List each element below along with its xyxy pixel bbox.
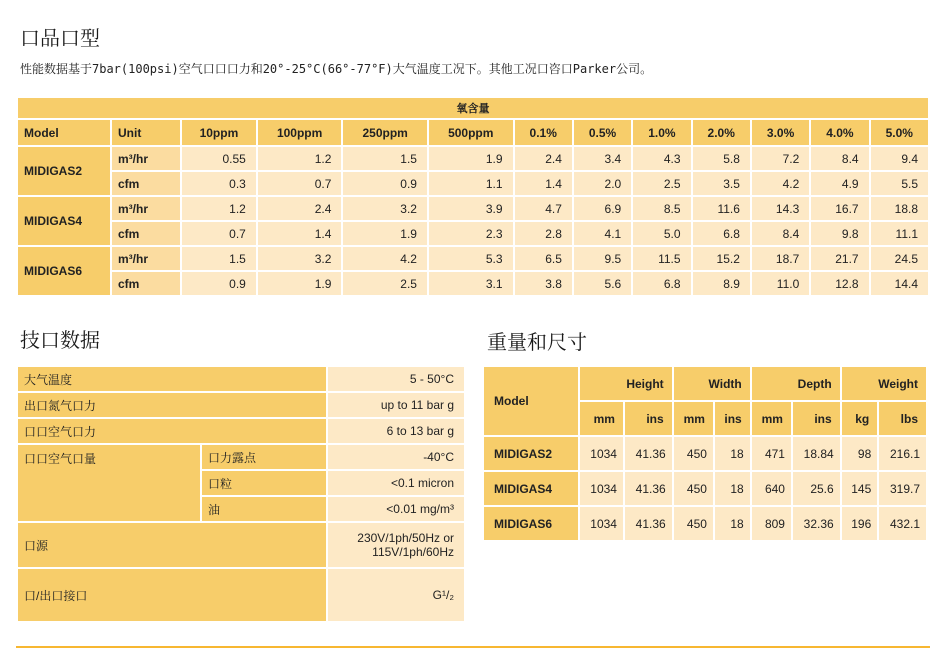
dimension-value-cell: 145 <box>842 472 878 505</box>
dew-point-label: 口力露点 <box>202 445 326 469</box>
dimension-value-cell: 25.6 <box>793 472 840 505</box>
flow-rate-table <box>16 96 930 297</box>
flow-value-cell: 2.4 <box>258 197 342 220</box>
dimension-value-cell: 319.7 <box>879 472 926 505</box>
flow-value-cell: 14.3 <box>752 197 809 220</box>
ports-value: G¹/₂ <box>328 569 464 621</box>
flow-value-cell: 1.5 <box>182 247 256 270</box>
flow-value-cell: 14.4 <box>871 272 928 295</box>
section-title-tech: 技口数据 <box>20 328 100 352</box>
flow-value-cell: 2.3 <box>429 222 513 245</box>
col-header: 4.0% <box>811 120 868 145</box>
col-header: Model <box>18 120 110 145</box>
section-title-weight: 重量和尺寸 <box>487 330 587 354</box>
dimension-value-cell: 809 <box>752 507 791 540</box>
col-header-height: Height <box>580 367 672 400</box>
flow-value-cell: 11.5 <box>633 247 690 270</box>
dimension-value-cell: 1034 <box>580 507 623 540</box>
flow-value-cell: 18.8 <box>871 197 928 220</box>
ambient-temp-label: 大气温度 <box>18 367 326 391</box>
flow-value-cell: 8.5 <box>633 197 690 220</box>
unit-header: ins <box>793 402 840 435</box>
unit-header: mm <box>752 402 791 435</box>
flow-value-cell: 3.8 <box>515 272 572 295</box>
power-value-line2: 115V/1ph/60Hz <box>372 545 454 559</box>
dimension-value-cell: 196 <box>842 507 878 540</box>
col-header: Unit <box>112 120 180 145</box>
dimension-value-cell: 41.36 <box>625 507 672 540</box>
flow-value-cell: 3.1 <box>429 272 513 295</box>
unit-header: ins <box>715 402 750 435</box>
flow-value-cell: 1.9 <box>429 147 513 170</box>
power-value-line1: 230V/1ph/50Hz or <box>357 531 454 545</box>
table-row <box>18 367 464 391</box>
flow-value-cell: 18.7 <box>752 247 809 270</box>
unit-header: mm <box>580 402 623 435</box>
particle-value: <0.1 micron <box>328 471 464 495</box>
flow-value-cell: 2.4 <box>515 147 572 170</box>
dimension-value-cell: 1034 <box>580 437 623 470</box>
flow-value-cell: 0.9 <box>182 272 256 295</box>
flow-value-cell: 6.8 <box>693 222 750 245</box>
dimension-value-cell: 471 <box>752 437 791 470</box>
dimension-value-cell: 18 <box>715 437 750 470</box>
flow-column-headers <box>18 120 928 145</box>
weight-dimensions-table <box>482 365 928 542</box>
footer-rule <box>16 646 930 648</box>
unit-header: ins <box>625 402 672 435</box>
unit-header: kg <box>842 402 878 435</box>
col-header-depth: Depth <box>752 367 840 400</box>
flow-value-cell: 2.5 <box>343 272 427 295</box>
flow-value-cell: 9.5 <box>574 247 631 270</box>
ports-label: 口/出口接口 <box>18 569 326 621</box>
dimension-value-cell: 450 <box>674 437 713 470</box>
flow-value-cell: 5.8 <box>693 147 750 170</box>
table-row <box>18 247 928 270</box>
col-header: 10ppm <box>182 120 256 145</box>
col-header-model: Model <box>484 367 578 435</box>
flow-value-cell: 0.7 <box>182 222 256 245</box>
flow-value-cell: 1.9 <box>343 222 427 245</box>
model-name: MIDIGAS6 <box>18 247 110 295</box>
col-header: 500ppm <box>429 120 513 145</box>
flow-value-cell: 0.7 <box>258 172 342 195</box>
flow-value-cell: 1.9 <box>258 272 342 295</box>
table-row <box>18 172 928 195</box>
flow-value-cell: 6.9 <box>574 197 631 220</box>
table-row <box>484 507 926 540</box>
flow-value-cell: 5.3 <box>429 247 513 270</box>
ambient-temp-value: 5 - 50°C <box>328 367 464 391</box>
flow-value-cell: 24.5 <box>871 247 928 270</box>
unit-label: cfm <box>112 172 180 195</box>
col-header: 5.0% <box>871 120 928 145</box>
dimension-value-cell: 450 <box>674 507 713 540</box>
dimension-value-cell: 450 <box>674 472 713 505</box>
section-title-flow: 口品口型 <box>20 26 100 50</box>
model-name: MIDIGAS2 <box>484 437 578 470</box>
flow-value-cell: 16.7 <box>811 197 868 220</box>
flow-value-cell: 4.3 <box>633 147 690 170</box>
col-header: 250ppm <box>343 120 427 145</box>
dew-point-value: -40°C <box>328 445 464 469</box>
col-header: 2.0% <box>693 120 750 145</box>
outlet-pressure-label: 出口氮气口力 <box>18 393 326 417</box>
power-label: 口源 <box>18 523 326 567</box>
unit-label: cfm <box>112 222 180 245</box>
flow-value-cell: 12.8 <box>811 272 868 295</box>
dimension-value-cell: 98 <box>842 437 878 470</box>
flow-value-cell: 2.5 <box>633 172 690 195</box>
unit-header: lbs <box>879 402 926 435</box>
dimension-value-cell: 41.36 <box>625 437 672 470</box>
flow-value-cell: 2.8 <box>515 222 572 245</box>
dimension-value-cell: 640 <box>752 472 791 505</box>
unit-label: cfm <box>112 272 180 295</box>
tech-data-table <box>16 365 466 623</box>
col-header: 1.0% <box>633 120 690 145</box>
col-header: 0.5% <box>574 120 631 145</box>
flow-value-cell: 4.2 <box>752 172 809 195</box>
col-header: 3.0% <box>752 120 809 145</box>
flow-value-cell: 3.4 <box>574 147 631 170</box>
flow-value-cell: 21.7 <box>811 247 868 270</box>
power-value <box>328 523 464 567</box>
flow-value-cell: 8.9 <box>693 272 750 295</box>
flow-value-cell: 0.9 <box>343 172 427 195</box>
unit-label: m³/hr <box>112 197 180 220</box>
table-row <box>18 523 464 567</box>
table-row <box>18 419 464 443</box>
flow-value-cell: 3.2 <box>343 197 427 220</box>
flow-value-cell: 3.5 <box>693 172 750 195</box>
model-name: MIDIGAS4 <box>484 472 578 505</box>
table-row <box>484 437 926 470</box>
flow-value-cell: 1.4 <box>515 172 572 195</box>
dimension-value-cell: 18 <box>715 472 750 505</box>
oil-value: <0.01 mg/m³ <box>328 497 464 521</box>
col-header: 0.1% <box>515 120 572 145</box>
inlet-pressure-label: 口口空气口力 <box>18 419 326 443</box>
flow-value-cell: 6.8 <box>633 272 690 295</box>
flow-value-cell: 1.5 <box>343 147 427 170</box>
flow-value-cell: 4.1 <box>574 222 631 245</box>
flow-value-cell: 2.0 <box>574 172 631 195</box>
model-name: MIDIGAS4 <box>18 197 110 245</box>
flow-value-cell: 5.6 <box>574 272 631 295</box>
flow-value-cell: 5.5 <box>871 172 928 195</box>
table-row <box>18 197 928 220</box>
table-row <box>18 147 928 170</box>
flow-value-cell: 4.7 <box>515 197 572 220</box>
dimension-value-cell: 18.84 <box>793 437 840 470</box>
model-name: MIDIGAS6 <box>484 507 578 540</box>
flow-value-cell: 8.4 <box>811 147 868 170</box>
flow-value-cell: 6.5 <box>515 247 572 270</box>
table-row <box>18 569 464 621</box>
dimension-value-cell: 1034 <box>580 472 623 505</box>
flow-value-cell: 1.4 <box>258 222 342 245</box>
dimension-value-cell: 216.1 <box>879 437 926 470</box>
flow-value-cell: 1.2 <box>258 147 342 170</box>
particle-label: 口粒 <box>202 471 326 495</box>
flow-value-cell: 9.8 <box>811 222 868 245</box>
flow-value-cell: 4.9 <box>811 172 868 195</box>
inlet-pressure-value: 6 to 13 bar g <box>328 419 464 443</box>
flow-value-cell: 9.4 <box>871 147 928 170</box>
dimension-value-cell: 432.1 <box>879 507 926 540</box>
flow-value-cell: 7.2 <box>752 147 809 170</box>
flow-value-cell: 1.1 <box>429 172 513 195</box>
dimension-value-cell: 32.36 <box>793 507 840 540</box>
flow-value-cell: 4.2 <box>343 247 427 270</box>
unit-label: m³/hr <box>112 247 180 270</box>
flow-value-cell: 1.2 <box>182 197 256 220</box>
flow-value-cell: 15.2 <box>693 247 750 270</box>
dimension-value-cell: 41.36 <box>625 472 672 505</box>
flow-value-cell: 11.6 <box>693 197 750 220</box>
table-row <box>18 393 464 417</box>
col-header-weight: Weight <box>842 367 926 400</box>
air-quality-label: 口口空气口量 <box>18 445 200 521</box>
unit-header: mm <box>674 402 713 435</box>
oil-label: 油 <box>202 497 326 521</box>
col-header: 100ppm <box>258 120 342 145</box>
flow-value-cell: 8.4 <box>752 222 809 245</box>
table-row <box>484 472 926 505</box>
unit-label: m³/hr <box>112 147 180 170</box>
outlet-pressure-value: up to 11 bar g <box>328 393 464 417</box>
flow-value-cell: 5.0 <box>633 222 690 245</box>
weight-header-row <box>484 367 926 400</box>
col-header-width: Width <box>674 367 750 400</box>
table-row <box>18 445 464 469</box>
flow-value-cell: 0.3 <box>182 172 256 195</box>
model-name: MIDIGAS2 <box>18 147 110 195</box>
flow-value-cell: 0.55 <box>182 147 256 170</box>
flow-value-cell: 3.9 <box>429 197 513 220</box>
dimension-value-cell: 18 <box>715 507 750 540</box>
table-row <box>18 222 928 245</box>
flow-value-cell: 11.0 <box>752 272 809 295</box>
table-row <box>18 272 928 295</box>
oxygen-content-header: 氧含量 <box>18 98 928 118</box>
flow-value-cell: 3.2 <box>258 247 342 270</box>
performance-note: 性能数据基于7bar(100psi)空气口口口力和20°-25°C(66°-77°F)大气温度工况下。其他工况口咨口Parker公司。 <box>20 62 653 76</box>
flow-value-cell: 11.1 <box>871 222 928 245</box>
